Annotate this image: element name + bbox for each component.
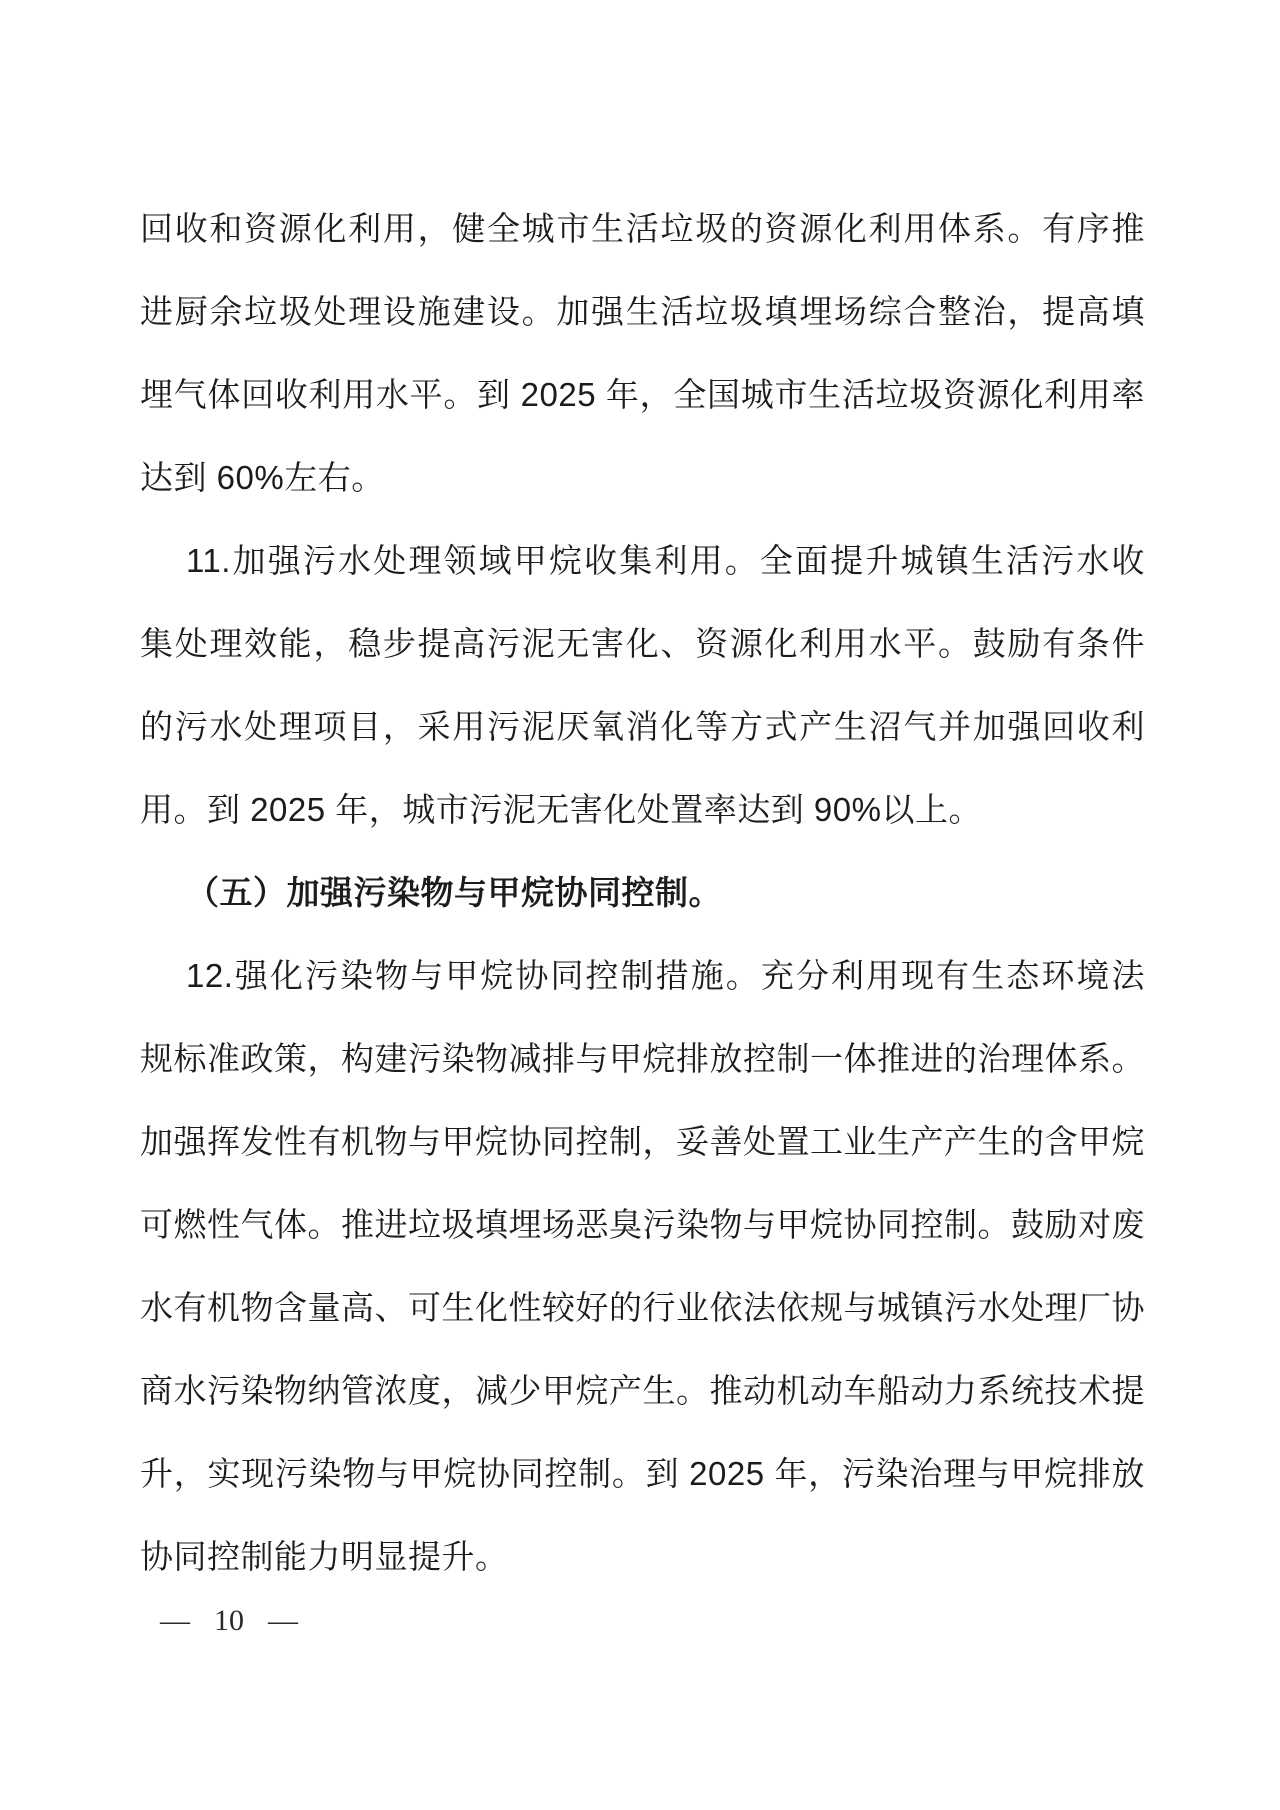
text-line: 水有机物含量高、可生化性较好的行业依法依规与城镇污水处理厂协 <box>140 1289 1145 1326</box>
text-line: 加强挥发性有机物与甲烷协同控制，妥善处置工业生产产生的含甲烷 <box>140 1123 1145 1160</box>
text-line: 回收和资源化利用，健全城市生活垃圾的资源化利用体系。有序推 <box>140 210 1145 247</box>
text-line: 协同控制能力明显提升。 <box>140 1538 509 1575</box>
text-line: 用。到 2025 年，城市污泥无害化处置率达到 90%以上。 <box>140 791 982 828</box>
document-body <box>140 187 1145 1598</box>
text-line: 埋气体回收利用水平。到 2025 年，全国城市生活垃圾资源化利用率 <box>140 376 1145 413</box>
text-line: 11.加强污水处理领域甲烷收集利用。全面提升城镇生活污水收 <box>186 542 1145 579</box>
text-line: 12.强化污染物与甲烷协同控制措施。充分利用现有生态环境法 <box>186 957 1145 994</box>
footer-dash-right: — <box>268 1604 298 1637</box>
text-line: 进厨余垃圾处理设施建设。加强生活垃圾填埋场综合整治，提高填 <box>140 293 1145 330</box>
text-line: 升，实现污染物与甲烷协同控制。到 2025 年，污染治理与甲烷排放 <box>140 1455 1145 1492</box>
footer-dash-left: — <box>160 1604 190 1637</box>
page-number: 10 <box>214 1604 244 1637</box>
section-heading: （五）加强污染物与甲烷协同控制。 <box>186 874 722 911</box>
text-line: 商水污染物纳管浓度，减少甲烷产生。推动机动车船动力系统技术提 <box>140 1372 1145 1409</box>
page-footer <box>160 1596 298 1646</box>
text-line: 的污水处理项目，采用污泥厌氧消化等方式产生沼气并加强回收利 <box>140 708 1145 745</box>
text-line: 可燃性气体。推进垃圾填埋场恶臭污染物与甲烷协同控制。鼓励对废 <box>140 1206 1145 1243</box>
text-line: 集处理效能，稳步提高污泥无害化、资源化利用水平。鼓励有条件 <box>140 625 1145 662</box>
text-line: 达到 60%左右。 <box>140 459 385 496</box>
text-line: 规标准政策，构建污染物减排与甲烷排放控制一体推进的治理体系。 <box>140 1040 1145 1077</box>
